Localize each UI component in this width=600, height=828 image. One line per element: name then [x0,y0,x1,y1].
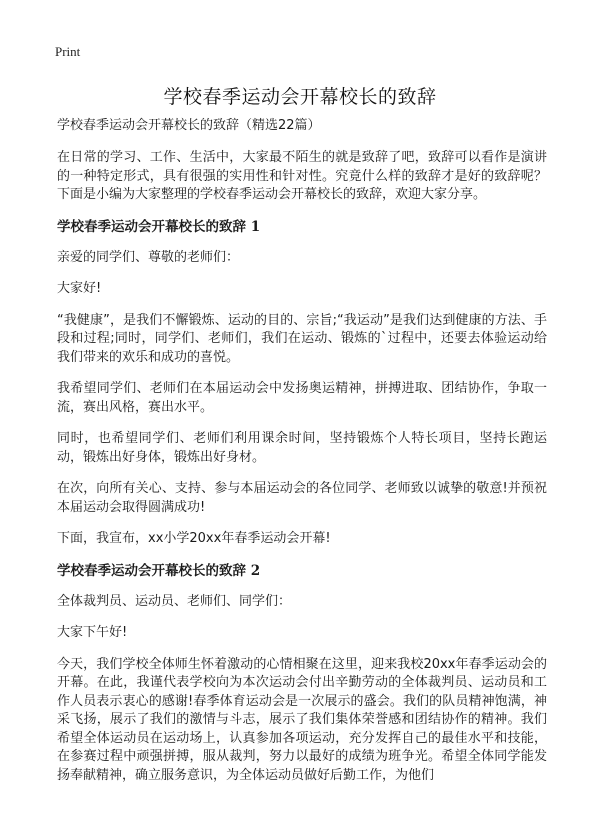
paragraph: 亲爱的同学们、尊敬的老师们： [57,249,240,265]
section-heading-2: 学校春季运动会开幕校长的致辞 2 [57,562,261,579]
section-heading-1: 学校春季运动会开幕校长的致辞 1 [57,218,261,235]
paragraph: “我健康”，是我们不懈锻炼、运动的目的、宗旨;“我运动”是我们达到健康的方法、手段和过程;同时，同学们、老师们，我们在运动、锻炼的`过程中，还要去体验运动给我们带来的欢乐和成功的喜悦。 [57,312,547,365]
paragraph: 大家下午好! [57,625,128,640]
paragraph: 我希望同学们、老师们在本届运动会中发扬奥运精神，拼搏进取、团结协作，争取一流，赛出风格，赛出水平。 [57,381,547,415]
paragraph: 在次，向所有关心、支持、参与本届运动会的各位同学、老师致以诚挚的敬意!并预祝本届运动会取得圆满成功! [57,481,547,515]
intro-paragraph: 在日常的学习、工作、生活中，大家最不陌生的就是致辞了吧，致辞可以看作是演讲的一种特定形式，具有很强的实用性和针对性。究竟什么样的致辞才是好的致辞呢？下面是小编为大家整理的学校春季运动会开幕校长的致辞，欢迎大家分享。 [57,150,547,202]
document-title: 学校春季运动会开幕校长的致辞 [163,86,437,108]
paragraph: 大家好! [57,281,102,296]
document-subtitle: 学校春季运动会开幕校长的致辞（精选22篇） [57,118,321,133]
paragraph: 同时，也希望同学们、老师们利用课余时间，坚持锻炼个人特长项目，坚持长跑运动，锻炼出好身体，锻炼出好身材。 [57,431,547,465]
document-body [57,117,547,798]
print-label: Print [55,44,81,59]
paragraph: 今天，我们学校全体师生怀着激动的心情相聚在这里，迎来我校20xx年春季运动会的开幕。在此，我谨代表学校向为本次运动会付出辛勤劳动的全体裁判员、运动员和工作人员表示衷心的感谢!春季体育运动会是一次展示的盛会。我们的队员精神饱满，神采飞扬，展示了我们的激情与斗志，展示了我们集体荣誉感和团结协作的精神。我们希望全体运动员在运动场上，认真参加各项运动，充分发挥自己的最佳水平和技能，在参赛过程中顽强拼搏，服从裁判，努力以最好的成绩为班争光。希望全体同学能发扬奉献精神，确立服务意识，为全体运动员做好后勤工作，为他们 [57,656,547,783]
paragraph: 下面，我宣布，xx小学20xx年春季运动会开幕! [57,531,331,546]
paragraph: 全体裁判员、运动员、老师们、同学们： [57,593,292,609]
